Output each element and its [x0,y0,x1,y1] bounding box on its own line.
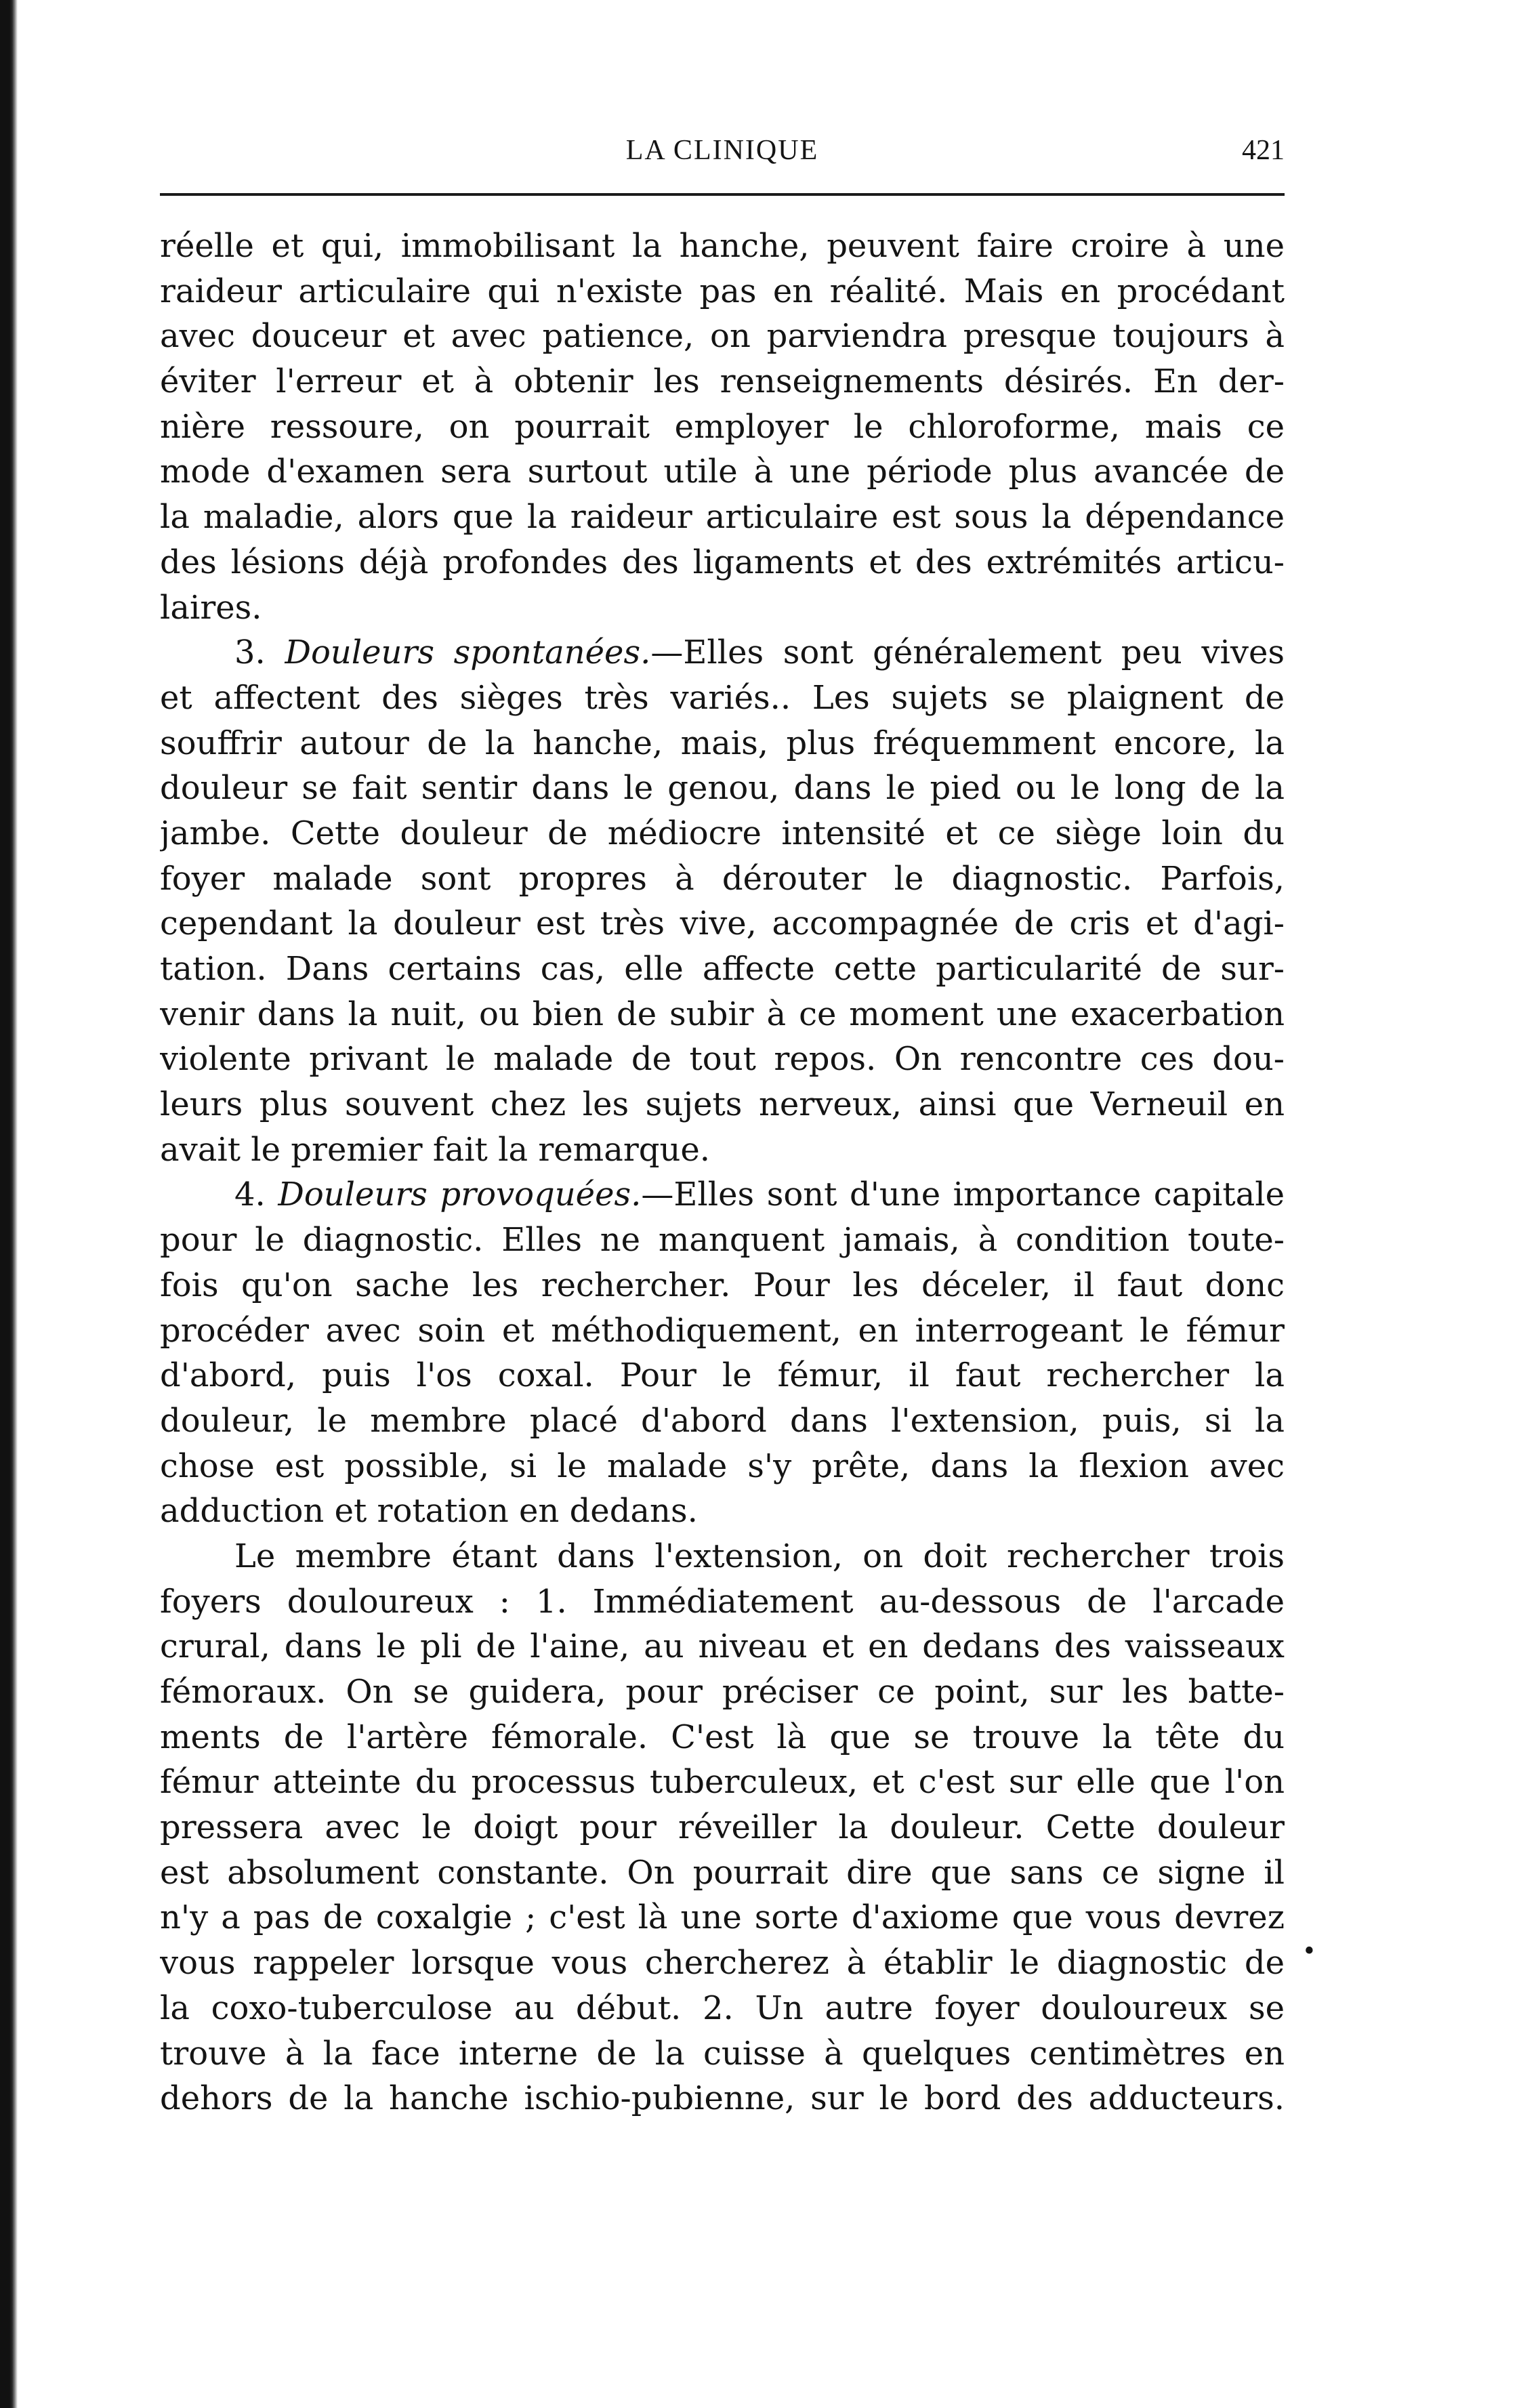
text-line: et affectent des sièges très variés.. Les sujets se plaignent de [160,678,1285,717]
text-line: douleur se fait sentir dans le genou, dans le pied ou le long de la [160,769,1285,808]
text-line: mode d'examen sera surtout utile à une période plus avancée de [160,453,1285,491]
text-line: n'y a pas de coxalgie ; c'est là une sorte d'axiome que vous devrez [160,1898,1285,1937]
text-line: raideur articulaire qui n'existe pas en réalité. Mais en procédant [160,272,1285,310]
text-line: fois qu'on sache les rechercher. Pour les déceler, il faut donc [160,1266,1285,1304]
text-line: des lésions déjà profondes des ligaments et des extrémités articu- [160,543,1285,581]
section-heading-line [160,1172,1285,1218]
text-line: avait le premier fait la remarque. [160,1130,711,1169]
section-text: —Elles sont généralement peu vives [650,634,1285,672]
text-line: la maladie, alors que la raideur articulaire est sous la dépendance [160,498,1285,537]
section-heading-line [160,630,1285,676]
section-title: Douleurs provoquées. [278,1176,642,1214]
text-line: pour le diagnostic. Elles ne manquent jamais, à condition toute- [160,1221,1285,1260]
text-line: jambe. Cette douleur de médiocre intensité et ce siège loin du [160,814,1285,852]
text-line: d'abord, puis l'os coxal. Pour le fémur, il faut rechercher la [160,1356,1285,1395]
text-line: pressera avec le doigt pour réveiller la douleur. Cette douleur [160,1808,1285,1847]
text-line: venir dans la nuit, ou bien de subir à ce moment une exacerbation [160,995,1285,1033]
section-number: 3. [234,634,266,672]
section-number: 4. [234,1176,266,1214]
section-title: Douleurs spontanées. [285,634,651,672]
text-line: tation. Dans certains cas, elle affecte cette particularité de sur- [160,950,1285,988]
text-line: fémoraux. On se guidera, pour préciser ce point, sur les batte- [160,1673,1285,1711]
text-line: adduction et rotation en dedans. [160,1492,698,1531]
text-line: chose est possible, si le malade s'y prête, dans la flexion avec [160,1447,1285,1485]
text-line: la coxo-tuberculose au début. 2. Un autre foyer douloureux se [160,1989,1285,2027]
text-line: douleur, le membre placé d'abord dans l'extension, puis, si la [160,1401,1285,1440]
text-line: réelle et qui, immobilisant la hanche, peuvent faire croire à une [160,227,1285,265]
text-line: trouve à la face interne de la cuisse à quelques centimètres en [160,2034,1285,2073]
section-text: —Elles sont d'une importance capitale [641,1176,1285,1214]
body-text [160,224,1285,2121]
text-line: ments de l'artère fémorale. C'est là que se trouve la tête du [160,1718,1285,1756]
text-line: procéder avec soin et méthodiquement, en interrogeant le fémur [160,1311,1285,1350]
text-line: foyers douloureux : 1. Immédiatement au-dessous de l'arcade [160,1582,1285,1621]
margin-mark: • [1302,1938,1316,1966]
text-line: vous rappeler lorsque vous chercherez à établir le diagnostic de [160,1944,1285,1983]
text-line: violente privant le malade de tout repos. On rencontre ces dou- [160,1040,1285,1079]
text-line: crural, dans le pli de l'aine, au niveau et en dedans des vaisseaux [160,1627,1285,1666]
page-title: LA CLINIQUE [625,135,819,166]
text-line: cependant la douleur est très vive, accompagnée de cris et d'agi- [160,905,1285,943]
text-line: fémur atteinte du processus tuberculeux, et c'est sur elle que l'on [160,1763,1285,1802]
text-line: est absolument constante. On pourrait dire que sans ce signe il [160,1853,1285,1892]
text-line: dehors de la hanche ischio-pubienne, sur le bord des adducteurs. [160,2079,1285,2118]
text-line: leurs plus souvent chez les sujets nerveux, ainsi que Verneuil en [160,1085,1285,1124]
header-rule [160,193,1285,196]
text-line: éviter l'erreur et à obtenir les renseignements désirés. En der- [160,362,1285,401]
text-line: souffrir autour de la hanche, mais, plus fréquemment encore, la [160,724,1285,762]
binding-edge [0,0,18,2408]
text-line: avec douceur et avec patience, on parviendra presque toujours à [160,317,1285,356]
running-head [160,129,1285,176]
text-line: laires. [160,588,262,627]
text-line: nière ressoure, on pourrait employer le chloroforme, mais ce [160,407,1285,446]
text-line: foyer malade sont propres à dérouter le diagnostic. Parfois, [160,859,1285,898]
page-number: 421 [1242,135,1285,166]
paragraph-start-line: Le membre étant dans l'extension, on doit rechercher trois [234,1537,1285,1575]
